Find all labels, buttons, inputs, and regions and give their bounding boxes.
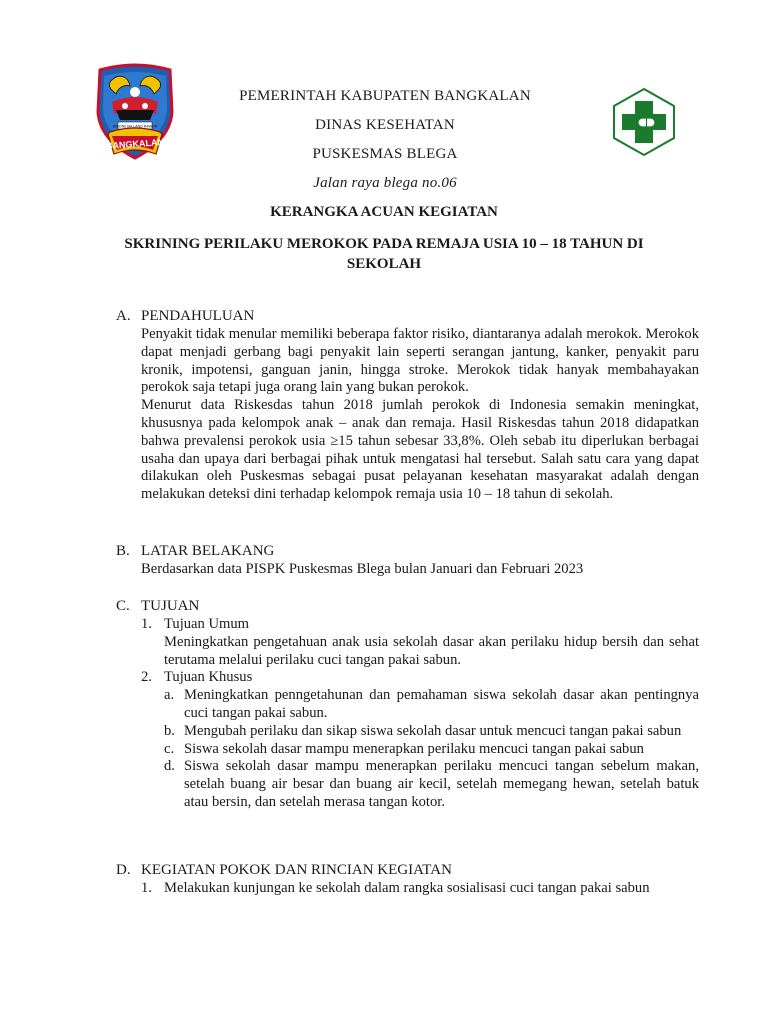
item-number: 1.	[141, 880, 152, 896]
item-letter: c.	[164, 740, 175, 757]
item-text: Melakukan kunjungan ke sekolah dalam rangka sosialisasi cuci tangan pakai sabun	[164, 880, 650, 896]
letterhead-institution: PUSKESMAS BLEGA	[312, 146, 458, 162]
item-text: Meningkatkan penngetahunan dan pemahaman siswa sekolah dasar akan pentingnya cuci tangan pakai sabun.	[184, 687, 699, 721]
list-item	[164, 741, 699, 759]
list-item	[141, 880, 699, 898]
item-letter: b.	[164, 722, 175, 739]
item-text: Meningkatkan pengetahuan anak usia sekolah dasar akan perilaku hidup bersih dan sehat terutama melalui perilaku cuci tangan pakai sabun.	[164, 633, 699, 668]
svg-text:BANGKALAN: BANGKALAN	[105, 136, 165, 152]
section-title: LATAR BELAKANG	[141, 543, 275, 559]
section-heading	[116, 596, 699, 616]
item-number: 2.	[141, 669, 152, 686]
list-item	[164, 758, 699, 811]
section-letter: C.	[116, 598, 130, 614]
list-item	[141, 616, 699, 634]
item-text: Siswa sekolah dasar mampu menerapkan perilaku mencuci tangan sebelum makan, setelah buang air besar dan buang air kecil, setelah memegang hewan, setelah batuk atau bersin, dan setelah merasa tangan kotor.	[184, 758, 699, 810]
section-heading	[116, 541, 699, 561]
item-letter: a.	[164, 687, 175, 704]
item-letter: d.	[164, 758, 175, 775]
letterhead	[200, 82, 570, 198]
section-letter: D.	[116, 862, 131, 878]
document-title: KERANGKA ACUAN KEGIATAN	[270, 204, 498, 220]
section-heading	[116, 860, 699, 880]
list-item	[164, 723, 699, 741]
section-letter: B.	[116, 543, 130, 559]
item-text: Siswa sekolah dasar mampu menerapkan perilaku mencuci tangan pakai sabun	[184, 740, 644, 757]
bangkalan-seal-logo	[90, 62, 180, 164]
paragraph: Berdasarkan data PISPK Puskesmas Blega bulan Januari dan Februari 2023	[141, 561, 584, 577]
item-label: Tujuan Khusus	[164, 669, 253, 686]
section-title: KEGIATAN POKOK DAN RINCIAN KEGIATAN	[141, 862, 452, 878]
section-letter: A.	[116, 308, 131, 324]
section-title: TUJUAN	[141, 598, 200, 614]
letterhead-address: Jalan raya blega no.06	[313, 175, 457, 191]
item-label: Tujuan Umum	[164, 616, 250, 632]
letterhead-agency: DINAS KESEHATAN	[315, 117, 455, 133]
list-item	[141, 669, 699, 687]
section-heading	[116, 306, 699, 326]
section-tujuan	[116, 596, 699, 812]
puskesmas-logo	[611, 87, 677, 157]
svg-text:INDONESIA LAND RAWON: INDONESIA LAND RAWON	[112, 124, 158, 129]
item-number: 1.	[141, 616, 152, 632]
item-text: Mengubah perilaku dan sikap siswa sekolah dasar untuk mencuci tangan pakai sabun	[184, 722, 682, 739]
section-title: PENDAHULUAN	[141, 308, 255, 324]
activity-list	[141, 880, 699, 898]
puskesmas-cross-icon	[611, 87, 677, 157]
section-pendahuluan	[116, 306, 699, 504]
objective-list	[141, 616, 699, 812]
list-item	[164, 687, 699, 723]
paragraph: Penyakit tidak menular memiliki beberapa faktor risiko, diantaranya adalah merokok. Merokok dapat menjadi gerbang bagi penyakit lain seperti serangan jantung, kanker, penyakit paru kronik, impotensi, ganguan janin, hingga stroke. Merokok tidak hanyak membahayakan perokok saja tetapi juga orang lain yang bukan perokok.	[141, 326, 699, 396]
paragraph: Menurut data Riskesdas tahun 2018 jumlah perokok di Indonesia semakin meningkat, khususnya pada kelompok anak – anak dan remaja. Hasil Riskesdas tahun 2018 didapatkan bahwa prevalensi perokok usia ≥15 tahun sebesar 33,8%. Oleh sebab itu diperlukan berbagai usaha dan upaya dari berbagai pihak untuk mengatasi hal tersebut. Salah satu cara yang dapat dilakukan oleh Puskesmas sebagai pusat pelayanan kesehatan masyarakat adalah dengan melakukan deteksi dini terhadap kelompok remaja usia 10 – 18 tahun di sekolah.	[141, 397, 699, 503]
document-subtitle: SKRINING PERILAKU MEROKOK PADA REMAJA USIA 10 – 18 TAHUN DI SEKOLAH	[124, 236, 644, 272]
specific-objective-list	[164, 687, 699, 812]
letterhead-government: PEMERINTAH KABUPATEN BANGKALAN	[239, 88, 531, 104]
section-kegiatan-pokok	[116, 860, 699, 898]
section-latar-belakang	[116, 541, 699, 579]
